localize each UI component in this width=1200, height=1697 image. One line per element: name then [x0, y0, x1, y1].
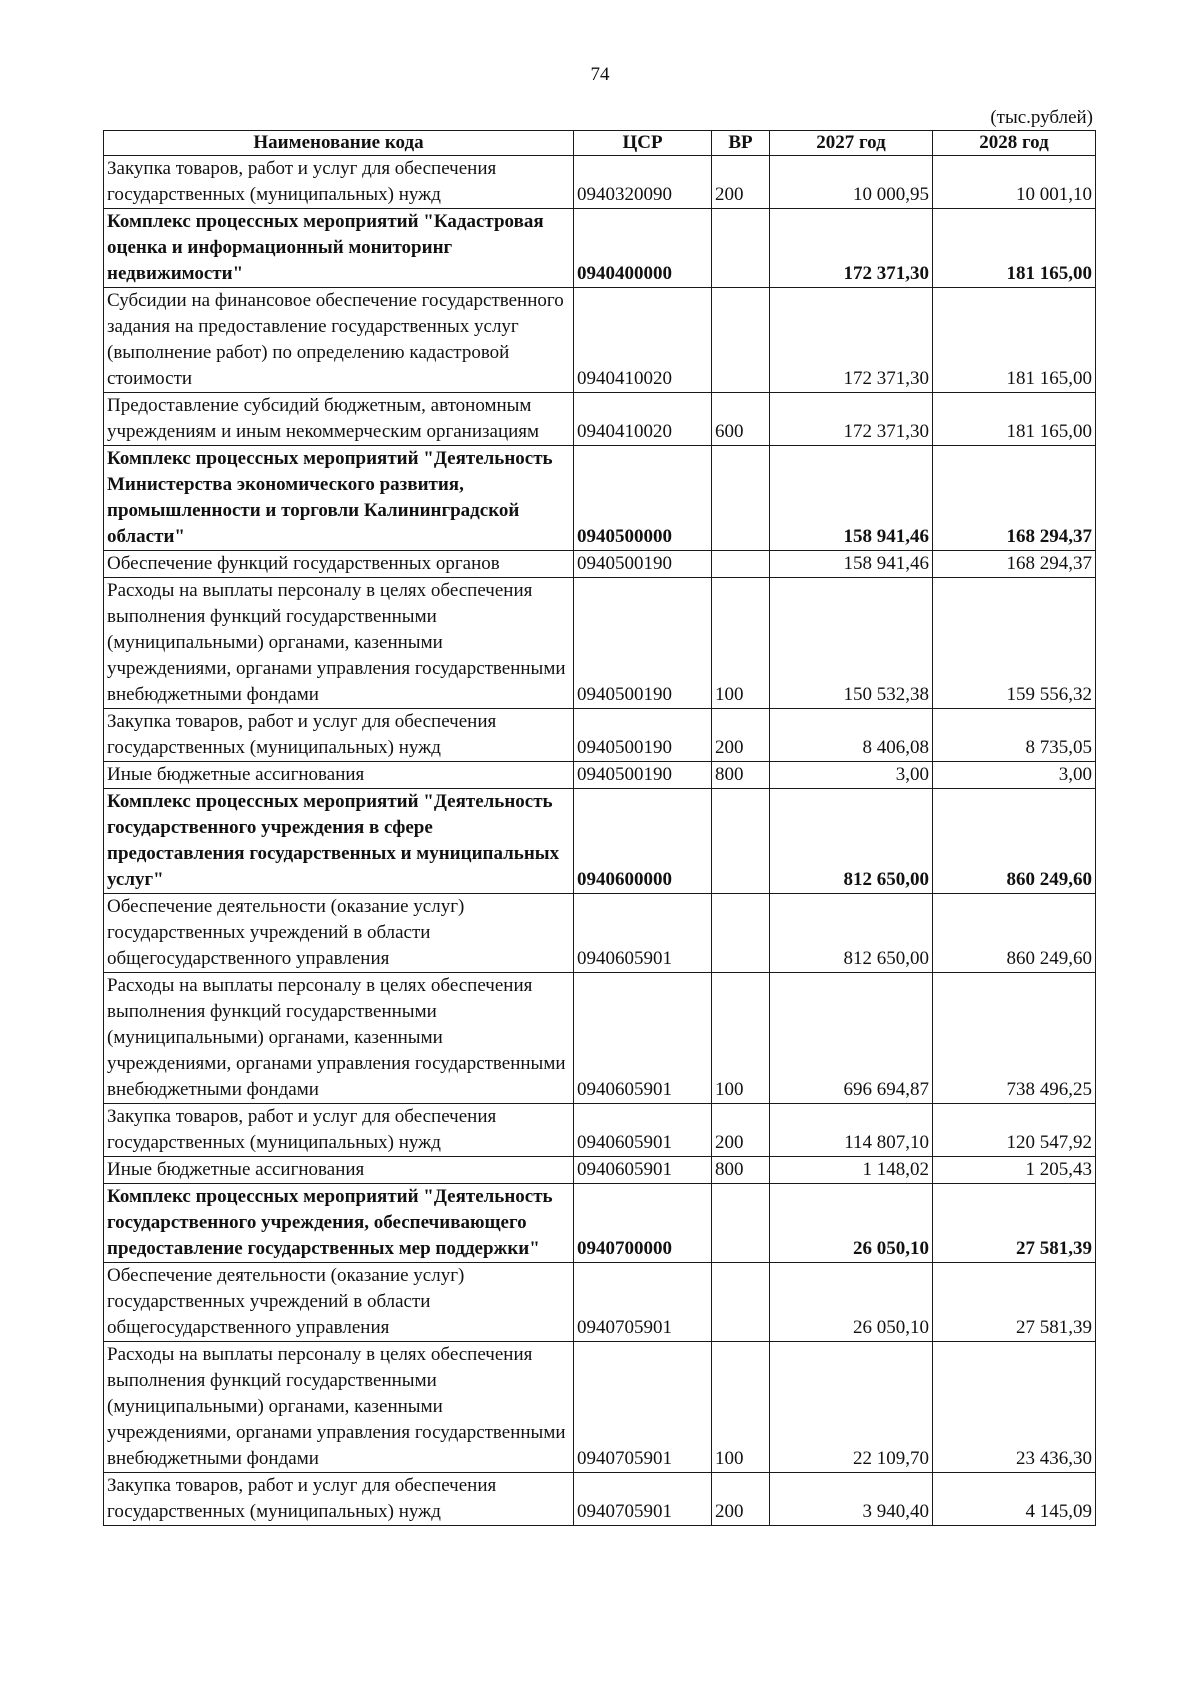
row-vr-cell: 200 [712, 709, 770, 762]
table-row [104, 762, 1096, 789]
row-2028-cell: 168 294,37 [933, 551, 1096, 578]
row-vr-cell: 600 [712, 393, 770, 446]
row-name-cell: Комплекс процессных мероприятий "Деятельность Министерства экономического развития, промышленности и торговли Калининградской области" [104, 446, 574, 551]
row-vr-cell: 100 [712, 578, 770, 709]
row-vr-cell [712, 894, 770, 973]
row-2027-cell: 158 941,46 [770, 446, 933, 551]
row-name-cell: Расходы на выплаты персоналу в целях обеспечения выполнения функций государственными (муниципальными) органами, казенными учреждениями, органами управления государственными внебюджетными фондами [104, 1342, 574, 1473]
table-row [104, 393, 1096, 446]
row-2028-cell: 159 556,32 [933, 578, 1096, 709]
table-row [104, 1157, 1096, 1184]
row-2027-cell: 812 650,00 [770, 894, 933, 973]
row-vr-cell [712, 1184, 770, 1263]
row-2027-cell: 172 371,30 [770, 393, 933, 446]
table-row [104, 1342, 1096, 1473]
row-vr-cell: 200 [712, 1104, 770, 1157]
row-name-cell: Субсидии на финансовое обеспечение государственного задания на предоставление государственных услуг (выполнение работ) по определению кадастровой стоимости [104, 288, 574, 393]
row-csr-cell: 0940605901 [574, 1157, 712, 1184]
table-row [104, 1184, 1096, 1263]
row-name-cell: Закупка товаров, работ и услуг для обеспечения государственных (муниципальных) нужд [104, 1104, 574, 1157]
row-2027-cell: 8 406,08 [770, 709, 933, 762]
row-csr-cell: 0940705901 [574, 1473, 712, 1526]
row-2028-cell: 27 581,39 [933, 1263, 1096, 1342]
header-2027: 2027 год [770, 131, 933, 156]
row-vr-cell [712, 1263, 770, 1342]
row-csr-cell: 0940500190 [574, 709, 712, 762]
row-csr-cell: 0940605901 [574, 1104, 712, 1157]
budget-table [103, 130, 1096, 1526]
row-2028-cell: 4 145,09 [933, 1473, 1096, 1526]
row-2027-cell: 114 807,10 [770, 1104, 933, 1157]
table-row [104, 1473, 1096, 1526]
row-vr-cell: 200 [712, 1473, 770, 1526]
row-2028-cell: 23 436,30 [933, 1342, 1096, 1473]
row-name-cell: Иные бюджетные ассигнования [104, 1157, 574, 1184]
row-2028-cell: 10 001,10 [933, 156, 1096, 209]
row-2028-cell: 181 165,00 [933, 393, 1096, 446]
row-2027-cell: 26 050,10 [770, 1263, 933, 1342]
row-name-cell: Расходы на выплаты персоналу в целях обеспечения выполнения функций государственными (муниципальными) органами, казенными учреждениями, органами управления государственными внебюджетными фондами [104, 578, 574, 709]
table-row [104, 973, 1096, 1104]
row-2027-cell: 696 694,87 [770, 973, 933, 1104]
row-2028-cell: 860 249,60 [933, 789, 1096, 894]
table-row [104, 789, 1096, 894]
row-name-cell: Комплекс процессных мероприятий "Деятельность государственного учреждения в сфере предоставления государственных и муниципальных услуг" [104, 789, 574, 894]
row-vr-cell: 200 [712, 156, 770, 209]
row-2027-cell: 3,00 [770, 762, 933, 789]
row-vr-cell: 800 [712, 762, 770, 789]
table-row [104, 551, 1096, 578]
row-vr-cell [712, 446, 770, 551]
row-2028-cell: 181 165,00 [933, 209, 1096, 288]
row-csr-cell: 0940400000 [574, 209, 712, 288]
row-2027-cell: 3 940,40 [770, 1473, 933, 1526]
row-csr-cell: 0940705901 [574, 1263, 712, 1342]
row-vr-cell: 100 [712, 973, 770, 1104]
row-csr-cell: 0940500190 [574, 578, 712, 709]
page-number: 74 [590, 64, 610, 85]
header-name: Наименование кода [104, 131, 574, 156]
row-2028-cell: 120 547,92 [933, 1104, 1096, 1157]
row-2028-cell: 3,00 [933, 762, 1096, 789]
row-csr-cell: 0940500190 [574, 762, 712, 789]
table-row [104, 578, 1096, 709]
row-name-cell: Обеспечение деятельности (оказание услуг) государственных учреждений в области общегосударственного управления [104, 894, 574, 973]
row-name-cell: Комплекс процессных мероприятий "Кадастровая оценка и информационный мониторинг недвижимости" [104, 209, 574, 288]
row-vr-cell: 800 [712, 1157, 770, 1184]
row-2028-cell: 168 294,37 [933, 446, 1096, 551]
row-2028-cell: 27 581,39 [933, 1184, 1096, 1263]
table-row [104, 446, 1096, 551]
row-2027-cell: 158 941,46 [770, 551, 933, 578]
row-2027-cell: 26 050,10 [770, 1184, 933, 1263]
row-2028-cell: 860 249,60 [933, 894, 1096, 973]
row-name-cell: Обеспечение функций государственных органов [104, 551, 574, 578]
row-name-cell: Предоставление субсидий бюджетным, автономным учреждениям и иным некоммерческим организациям [104, 393, 574, 446]
row-csr-cell: 0940500190 [574, 551, 712, 578]
row-2028-cell: 8 735,05 [933, 709, 1096, 762]
row-name-cell: Обеспечение деятельности (оказание услуг) государственных учреждений в области общегосударственного управления [104, 1263, 574, 1342]
row-csr-cell: 0940500000 [574, 446, 712, 551]
row-csr-cell: 0940600000 [574, 789, 712, 894]
table-row [104, 1104, 1096, 1157]
row-2028-cell: 738 496,25 [933, 973, 1096, 1104]
table-row [104, 709, 1096, 762]
row-2028-cell: 1 205,43 [933, 1157, 1096, 1184]
units-note: (тыс.рублей) [990, 107, 1093, 128]
row-2027-cell: 172 371,30 [770, 288, 933, 393]
row-2027-cell: 1 148,02 [770, 1157, 933, 1184]
row-csr-cell: 0940605901 [574, 973, 712, 1104]
row-2027-cell: 172 371,30 [770, 209, 933, 288]
table-row [104, 1263, 1096, 1342]
row-vr-cell [712, 288, 770, 393]
table-row [104, 894, 1096, 973]
table-row [104, 156, 1096, 209]
table-row [104, 209, 1096, 288]
row-csr-cell: 0940410020 [574, 288, 712, 393]
row-name-cell: Комплекс процессных мероприятий "Деятельность государственного учреждения, обеспечивающего предоставление государственных мер поддержки" [104, 1184, 574, 1263]
row-2027-cell: 22 109,70 [770, 1342, 933, 1473]
row-csr-cell: 0940320090 [574, 156, 712, 209]
table-row [104, 288, 1096, 393]
row-vr-cell [712, 789, 770, 894]
row-vr-cell: 100 [712, 1342, 770, 1473]
row-name-cell: Иные бюджетные ассигнования [104, 762, 574, 789]
header-vr: ВР [712, 131, 770, 156]
header-csr: ЦСР [574, 131, 712, 156]
row-vr-cell [712, 551, 770, 578]
row-name-cell: Закупка товаров, работ и услуг для обеспечения государственных (муниципальных) нужд [104, 709, 574, 762]
row-name-cell: Закупка товаров, работ и услуг для обеспечения государственных (муниципальных) нужд [104, 1473, 574, 1526]
row-2027-cell: 150 532,38 [770, 578, 933, 709]
row-csr-cell: 0940605901 [574, 894, 712, 973]
row-2027-cell: 812 650,00 [770, 789, 933, 894]
row-2027-cell: 10 000,95 [770, 156, 933, 209]
row-vr-cell [712, 209, 770, 288]
table-header-row [104, 131, 1096, 156]
row-2028-cell: 181 165,00 [933, 288, 1096, 393]
row-csr-cell: 0940410020 [574, 393, 712, 446]
row-csr-cell: 0940700000 [574, 1184, 712, 1263]
row-name-cell: Расходы на выплаты персоналу в целях обеспечения выполнения функций государственными (муниципальными) органами, казенными учреждениями, органами управления государственными внебюджетными фондами [104, 973, 574, 1104]
header-2028: 2028 год [933, 131, 1096, 156]
row-name-cell: Закупка товаров, работ и услуг для обеспечения государственных (муниципальных) нужд [104, 156, 574, 209]
row-csr-cell: 0940705901 [574, 1342, 712, 1473]
